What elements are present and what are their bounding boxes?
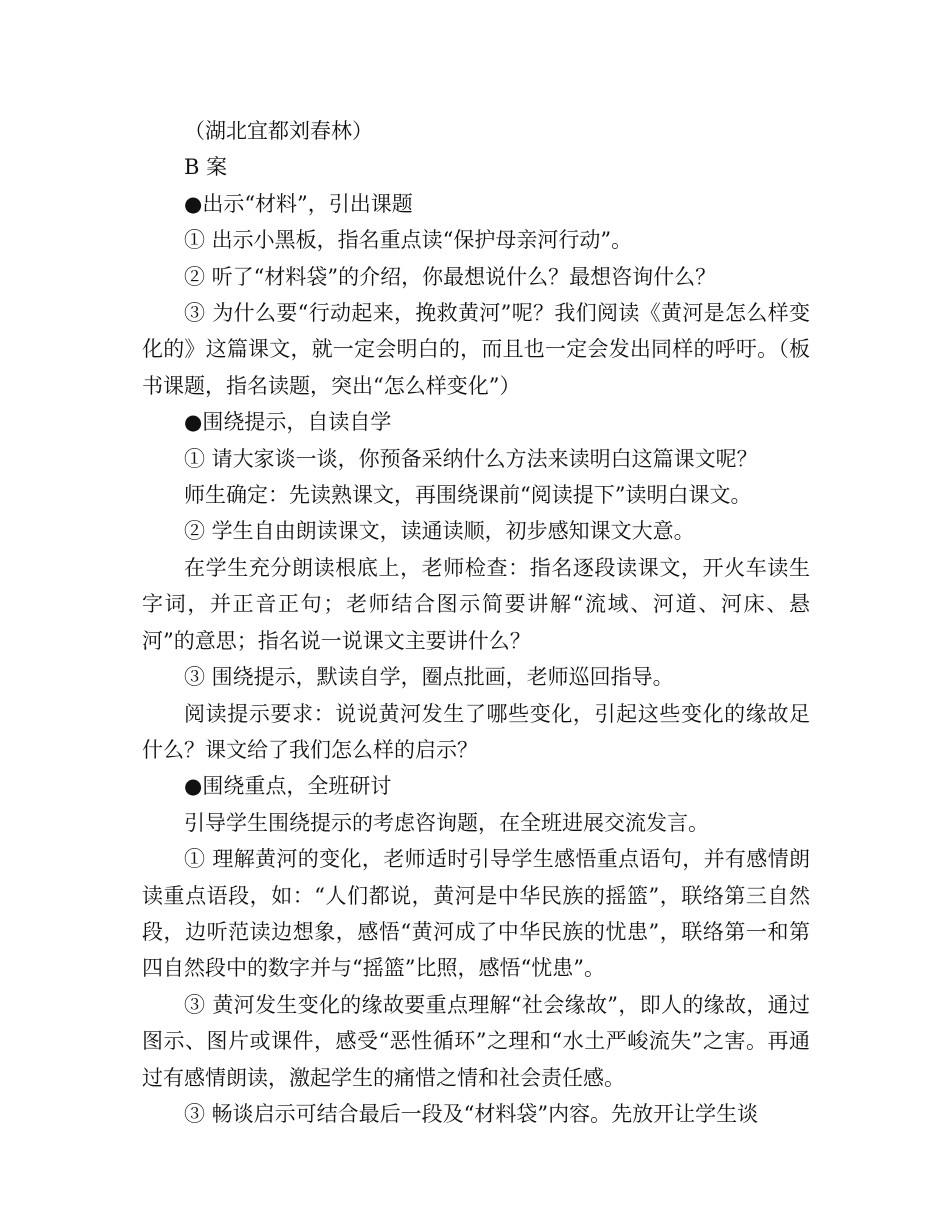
- section-heading-discussion: ●围绕重点，全班研讨: [184, 774, 392, 799]
- paragraph: ② 学生自由朗读课文，读通读顺，初步感知课文大意。: [184, 519, 695, 544]
- author-line: （湖北宜都刘春林）: [184, 119, 373, 143]
- section-heading-self-study: ●围绕提示，自读自学: [184, 410, 392, 435]
- paragraph: 在学生充分朗读根底上，老师检查：指名逐段读课文，开火车读生字词，并正音正句；老师结合图示简要讲解“流域、河道、河床、悬河”的意思；指名说一说课文主要讲什么？: [142, 555, 810, 653]
- section-heading-materials: ●出示“材料”，引出课题: [184, 191, 413, 216]
- paragraph: ③ 黄河发生变化的缘故要重点理解“社会缘故”，即人的缘故，通过图示、图片或课件，感受“恶性循环”之理和“水土严峻流失”之害。再通过有感情朗读，激起学生的痛惜之情和社会责任感。: [142, 992, 810, 1090]
- paragraph: ③ 围绕提示，默读自学，圈点批画，老师巡回指导。: [184, 665, 674, 690]
- paragraph: ① 请大家谈一谈，你预备采纳什么方法来读明白这篇课文呢？: [184, 446, 758, 471]
- paragraph: ① 出示小黑板，指名重点读“保护母亲河行动”。: [184, 228, 633, 253]
- paragraph: ① 理解黄河的变化，老师适时引导学生感悟重点语句，并有感情朗读重点语段，如：“人们都说，黄河是中华民族的摇篮”，联络第三自然段，边听范读边想象，感悟“黄河成了中华民族的忧患”，联络第一和第四自然段中的数字并与“摇篮”比照，感悟“忧患”。: [142, 847, 810, 981]
- paragraph: 引导学生围绕提示的考虑咨询题，在全班进展交流发言。: [184, 810, 709, 835]
- paragraph: ③ 为什么要“行动起来，挽救黄河”呢？我们阅读《黄河是怎么样变化的》这篇课文，就一定会明白的，而且也一定会发出同样的呼吁。（板书课题，指名读题，突出“怎么样变化”）: [142, 301, 810, 398]
- paragraph: 阅读提示要求：说说黄河发生了哪些变化，引起这些变化的缘故足什么？课文给了我们怎么样的启示？: [142, 701, 810, 762]
- paragraph: 师生确定：先读熟课文，再围绕课前“阅读提下”读明白课文。: [184, 483, 752, 508]
- paragraph: ③ 畅谈启示可结合最后一段及“材料袋”内容。先放开让学生谈: [184, 1101, 759, 1126]
- paragraph: ② 听了“材料袋”的介绍，你最想说什么？最想咨询什么？: [184, 264, 717, 289]
- plan-heading: B 案: [184, 155, 228, 180]
- document-body: [142, 113, 810, 1132]
